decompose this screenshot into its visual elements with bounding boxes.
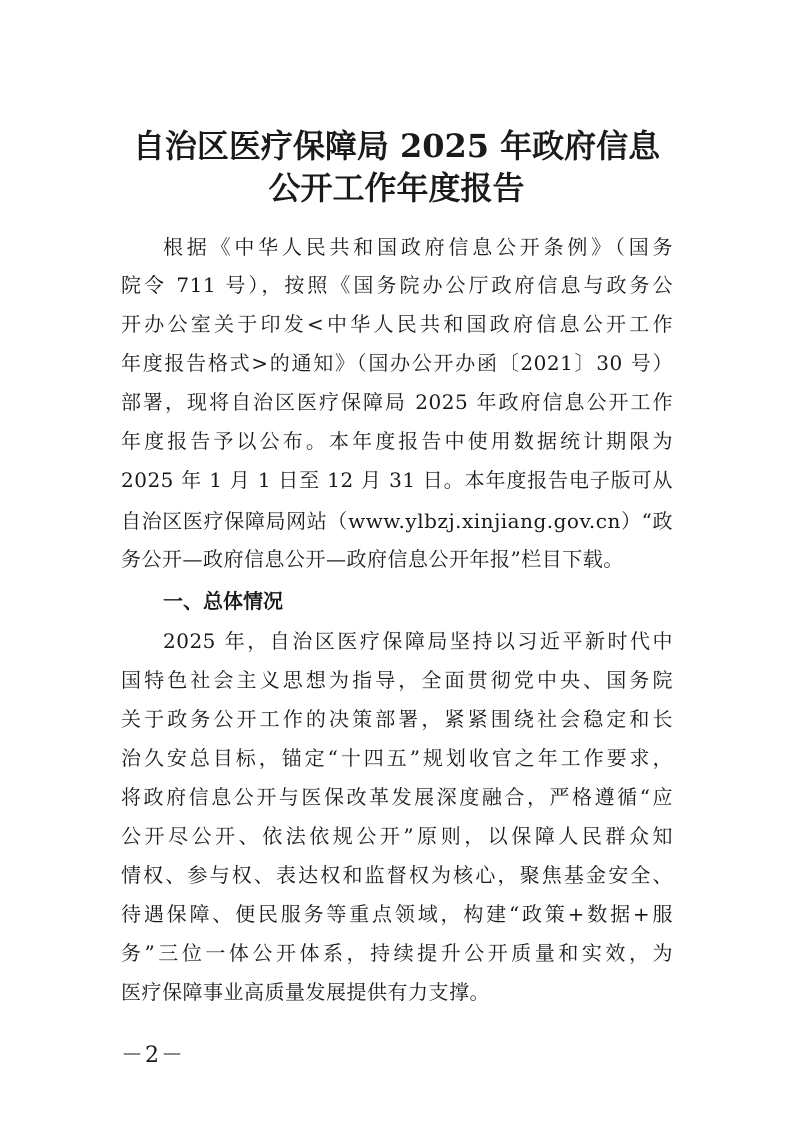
overview-line-5: 将政府信息公开与医保改革发展深度融合，严格遵循“应 [121,785,673,809]
intro-line-5: 部署，现将自治区医疗保障局 2025 年政府信息公开工作 [121,390,673,414]
overview-line-6: 公开尽公开、依法依规公开”原则，以保障人民群众知 [121,824,673,848]
overview-line-2: 国特色社会主义思想为指导，全面贯彻党中央、国务院 [121,668,673,692]
intro-line-8: 自治区医疗保障局网站（www.ylbzj.xinjiang.gov.cn）“政 [121,509,673,533]
overview-line-9: 务”三位一体公开体系，持续提升公开质量和实效，为 [121,941,673,965]
overview-line-3: 关于政务公开工作的决策部署，紧紧围绕社会稳定和长 [121,707,673,731]
overview-line-1: 2025 年，自治区医疗保障局坚持以习近平新时代中 [163,629,673,653]
document-title-line-2: 公开工作年度报告 [268,169,525,207]
intro-line-3: 开办公室关于印发<中华人民共和国政府信息公开工作 [121,312,673,336]
intro-line-9: 务公开—政府信息公开—政府信息公开年报”栏目下载。 [121,547,624,571]
overview-line-10: 医疗保障事业高质量发展提供有力支撑。 [121,980,490,1004]
intro-line-1: 根据《中华人民共和国政府信息公开条例》（国务 [163,235,673,259]
intro-line-4: 年度报告格式>的通知》（国办公开办函〔2021〕30 号） [121,351,673,375]
overview-line-4: 治久安总目标，锚定“十四五”规划收官之年工作要求， [121,746,673,770]
overview-line-7: 情权、参与权、表达权和监督权为核心，聚焦基金安全、 [121,863,673,887]
intro-line-7: 2025 年 1 月 1 日至 12 月 31 日。本年度报告电子版可从 [121,468,673,492]
intro-line-6: 年度报告予以公布。本年度报告中使用数据统计期限为 [121,429,673,453]
page-number: －2－ [121,1043,185,1068]
overview-line-8: 待遇保障、便民服务等重点领域，构建“政策+数据+服 [121,902,673,926]
section-heading-overview: 一、总体情况 [163,589,283,613]
document-title-line-1: 自治区医疗保障局 2025 年政府信息 [132,127,661,165]
intro-line-2: 院令 711 号），按照《国务院办公厅政府信息与政务公 [121,273,673,297]
